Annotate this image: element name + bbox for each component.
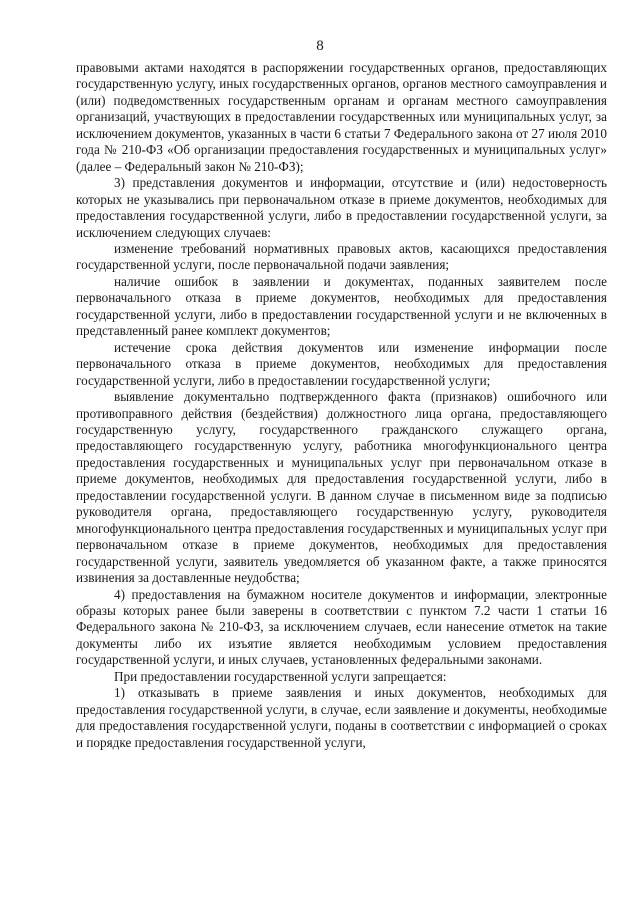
paragraph-continuation: правовыми актами находятся в распоряжении государственных органов, предоставляющих государственную услугу, иных государственных органов, органов местного самоуправления и (или) подведомственных государственным органам и органам местного самоуправления организаций, участвующих в предоставлении государственных или муниципальных услуг, за исключением документов, указанных в части 6 статьи 7 Федерального закона от 27 июля 2010 года № 210-ФЗ «Об организации предоставления государственных и муниципальных услуг» (далее – Федеральный закон № 210-ФЗ); [76,60,607,174]
paragraph-exception-misconduct: выявление документально подтвержденного факта (признаков) ошибочного или противоправного действия (бездействия) должностного лица органа, предоставляющего государственную услугу, государственного гражданского служащего органа, предоставляющего государственную услугу, работника многофункционального центра предоставления государственных и муниципальных услуг при первоначальном отказе в приеме документов, необходимых для предоставления государственной услуги, либо в предоставлении государственной услуги. В данном случае в письменном виде за подписью руководителя органа, предоставляющего государственную услугу, руководителя многофункционального центра предоставления государственных и муниципальных услуг при первоначальном отказе в приеме документов, необходимых для предоставления государственной услуги, заявитель уведомляется об указанном факте, а также приносятся извинения за доставленные неудобства; [76,389,607,586]
paragraph-exception-requirements-change: изменение требований нормативных правовых актов, касающихся предоставления государственной услуги, после первоначальной подачи заявления; [76,240,607,273]
paragraph-item-4: 4) предоставления на бумажном носителе документов и информации, электронные образы которых ранее были заверены в соответствии с пунктом 7.2 части 1 статьи 16 Федерального закона № 210-ФЗ, за исключением случаев, если нанесение отметок на такие документы либо их изъятие является необходимым условием предоставления государственной услуги, и иных случаев, установленных федеральными законами. [76,586,607,668]
page-number: 8 [316,38,324,54]
paragraph-prohibition-1: 1) отказывать в приеме заявления и иных документов, необходимых для предоставления государственной услуги, в случае, если заявление и документы, необходимые для предоставления государственной услуги, поданы в соответствии с информацией о сроках и порядке предоставления государственной услуги, [76,685,607,750]
paragraph-exception-expiry: истечение срока действия документов или изменение информации после первоначального отказа в приеме документов, необходимых для предоставления государственной услуги, либо в предоставлении государственной услуги; [76,339,607,388]
paragraph-prohibitions-heading: При предоставлении государственной услуги запрещается: [114,668,447,684]
paragraph-exception-errors: наличие ошибок в заявлении и документах, поданных заявителем после первоначального отказа в приеме документов, необходимых для предоставления государственной услуги, либо в предоставлении государственной услуги и не включенных в представленный ранее комплект документов; [76,273,607,339]
document-body [76,60,607,751]
paragraph-item-3: 3) представления документов и информации, отсутствие и (или) недостоверность которых не указывались при первоначальном отказе в приеме документов, необходимых для предоставления государственной услуги, либо в предоставлении государственной услуги, за исключением следующих случаев: [76,175,607,240]
